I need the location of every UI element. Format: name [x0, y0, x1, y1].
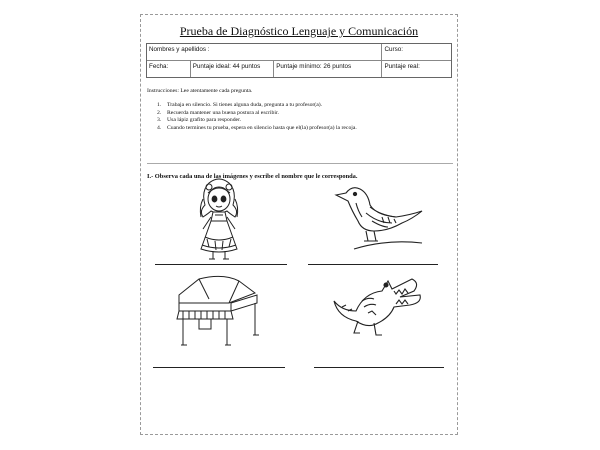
bird-illustration: [326, 177, 426, 257]
worksheet-page: [140, 14, 458, 435]
instruction-item: 3. Usa lápiz grafito para responder.: [157, 117, 242, 124]
instruction-item: 4. Cuando termines tu prueba, espera en silencio hasta que el(la) profesor(a) la recoja.: [157, 124, 357, 131]
instructions-intro: Instrucciones: Lee atentamente cada pregunta.: [147, 88, 253, 94]
course-field[interactable]: Curso:: [384, 46, 403, 53]
instruction-item: 2. Recuerda mantener una buena postura al escribir.: [157, 109, 279, 116]
crocodile-illustration: [328, 271, 428, 351]
answer-line-3[interactable]: [153, 367, 285, 368]
student-info-table: [146, 43, 452, 78]
min-score-cell: Puntaje mínimo: 26 puntos: [274, 61, 382, 77]
instructions-list: [157, 102, 357, 132]
answer-line-2[interactable]: [308, 264, 438, 265]
instruction-item: 1. Trabaja en silencio. Si tienes alguna duda, pregunta a tu profesor(a).: [157, 102, 323, 108]
section-divider: [147, 163, 453, 164]
answer-line-4[interactable]: [314, 367, 444, 368]
date-field[interactable]: Fecha:: [147, 61, 191, 77]
piano-illustration: [169, 273, 263, 349]
answer-line-1[interactable]: [155, 264, 287, 265]
question-1-heading: I.- Observa cada una de las imágenes y escribe el nombre que le corresponda.: [147, 173, 358, 180]
doll-illustration: [189, 177, 249, 261]
info-row-scores: [147, 61, 451, 77]
info-row-name: [147, 44, 451, 61]
real-score-field[interactable]: Puntaje real:: [384, 63, 420, 70]
name-field[interactable]: Nombres y apellidos :: [147, 44, 382, 60]
page-title: Prueba de Diagnóstico Lenguaje y Comunicación: [179, 24, 419, 38]
ideal-score-cell: Puntaje ideal: 44 puntos: [191, 61, 274, 77]
